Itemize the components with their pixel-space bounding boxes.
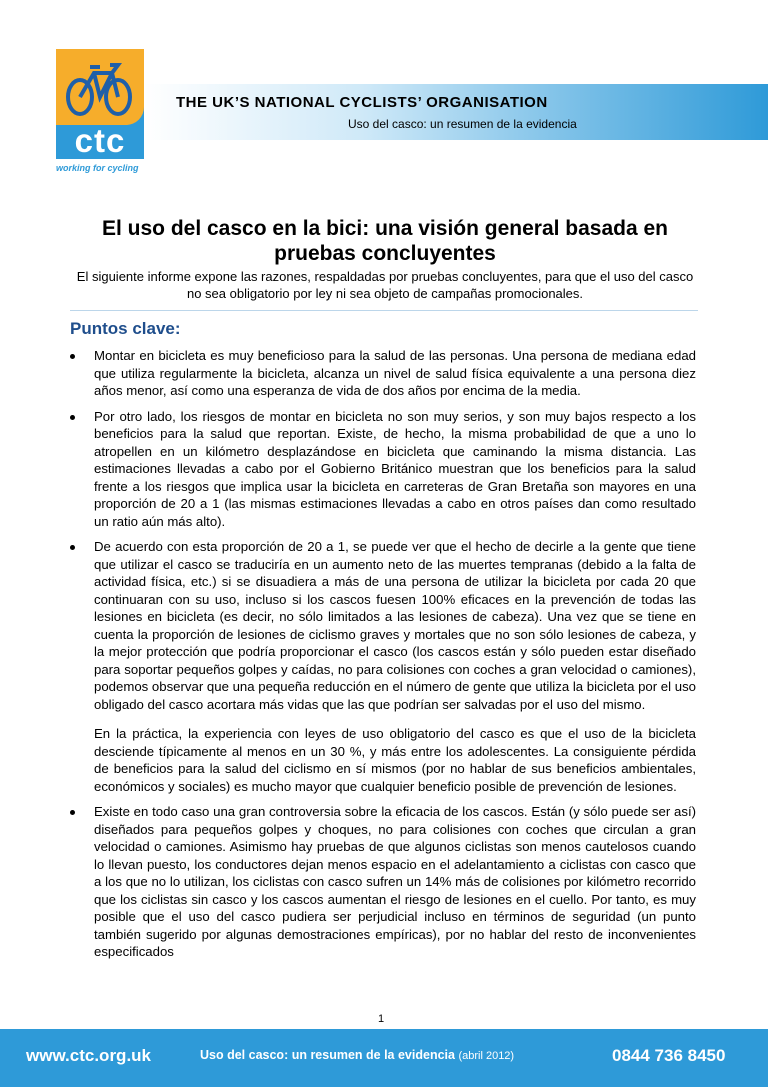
footer (0, 1029, 768, 1087)
footer-date: (abril 2012) (458, 1050, 515, 1062)
ctc-logo (56, 49, 144, 159)
logo-tagline: working for cycling (56, 163, 139, 173)
bullet-icon (70, 415, 75, 420)
section-divider (70, 310, 698, 311)
logo-yellow-panel (56, 49, 144, 125)
bullet-icon (70, 354, 75, 359)
logo-brand-text: ctc (74, 122, 126, 159)
key-points-list (70, 347, 696, 969)
document-intro: El siguiente informe expone las razones, respaldadas por pruebas concluyentes, para que el uso del casco no sea obligatorio por ley ni sea objeto de campañas promocionales. (76, 269, 694, 301)
bullet-paragraph: De acuerdo con esta proporción de 20 a 1, se puede ver que el hecho de decirle a la gente que tiene que utilizar el casco se traduciría en un aumento neto de las muertes tempranas (debido a la falta de actividad física, etc.) si se disuadiera a más de una persona de utilizar la bicicleta por cada 20 que continuaran con su uso, incluso si los cascos fuesen 100% eficaces en la prevención de todas las lesiones en bicicleta (es decir, no sólo limitados a las lesiones de cabeza). Una vez que se tiene en cuenta la proporción de lesiones de ciclismo graves y mortales que no son sólo lesiones de cabeza, y la mejor protección que podría proporcionar el casco (los cascos están y sólo pueden estar diseñado para soportar pequeños golpes y caídas, no para colisiones con coches a gran velocidad o camiones), podemos observar que una pequeña reducción en el número de gente que utiliza la bicicleta por el uso obligado del casco acortara más vidas que las que podrían ser salvadas por el uso del mismo. (94, 539, 696, 712)
list-item (70, 538, 696, 795)
header-band (144, 84, 768, 140)
bicycle-icon (62, 59, 138, 117)
bullet-paragraph: Montar en bicicleta es muy beneficioso para la salud de las personas. Una persona de mediana edad que utiliza regularmente la bicicleta, alcanza un nivel de salud física equivalente a una persona diez años menor, así como una esperanza de vida de dos años por encima de la media. (94, 348, 696, 398)
bullet-paragraph: En la práctica, la experiencia con leyes de uso obligatorio del casco es que el uso de la bicicleta desciende típicamente al menos en un 30 %, y más entre los adolescentes. La consiguiente pérdida de beneficios para la salud del ciclismo en sí mismos (por no hablar de sus beneficios ambientales, económicos y sociales) es mucho mayor que cualquier beneficio posible de prevención de lesiones. (94, 726, 696, 794)
footer-phone: 0844 736 8450 (612, 1046, 726, 1065)
list-item (70, 347, 696, 400)
footer-website-link[interactable]: www.ctc.org.uk (26, 1046, 152, 1065)
footer-description-text: Uso del casco: un resumen de la evidencia (200, 1048, 455, 1062)
bullet-icon (70, 810, 75, 815)
bullet-paragraph: Existe en todo caso una gran controversia sobre la eficacia de los cascos. Están (y sólo puede ser así) diseñados para pequeños golpes y choques, no para colisiones con coches que circulan a gran velocidad o camiones. Asimismo hay pruebas de que algunos ciclistas son menos cautelosos cuando lo llevan puesto, los conductores dejan menos espacio en el adelantamiento a ciclistas con casco que a los que no lo utilizan, los ciclistas con casco sufren un 14% más de colisiones por kilómetro recorrido que los ciclistas sin casco y los cascos aumentan el riesgo de lesiones en el cuello. Por tanto, es muy posible que el uso del casco pudiera ser perjudicial incluso en términos de seguridad (un punto también sugerido por algunas demostraciones empíricas), por no hablar del resto de inconvenientes especificados (94, 804, 696, 959)
section-heading: Puntos clave: (70, 319, 181, 338)
header-title: THE UK’S NATIONAL CYCLISTS’ ORGANISATION (176, 94, 548, 111)
list-item (70, 408, 696, 531)
footer-description (200, 1048, 514, 1062)
page-number: 1 (378, 1013, 385, 1025)
bullet-paragraph: Por otro lado, los riesgos de montar en bicicleta no son muy serios, y son muy bajos respecto a los beneficios para la salud que reportan. Existe, de hecho, la misma probabilidad de que a uno lo atropellen en un kilómetro desplazándose en bicicleta que caminando la misma distancia. Las estimaciones llevadas a cabo por el Gobierno Británico muestran que los beneficios para la salud frente a los riesgos que implica usar la bicicleta en carreteras de Gran Bretaña son mayores en una proporción de 20 a 1 (las mismas estimaciones llevadas a cabo en otros países dan como resultado un ratio aún más alto). (94, 408, 696, 529)
document-title: El uso del casco en la bici: una visión general basada en pruebas concluyentes (101, 217, 669, 265)
bullet-icon (70, 545, 75, 550)
list-item (70, 803, 696, 961)
header-subtitle: Uso del casco: un resumen de la evidencia (348, 117, 577, 131)
